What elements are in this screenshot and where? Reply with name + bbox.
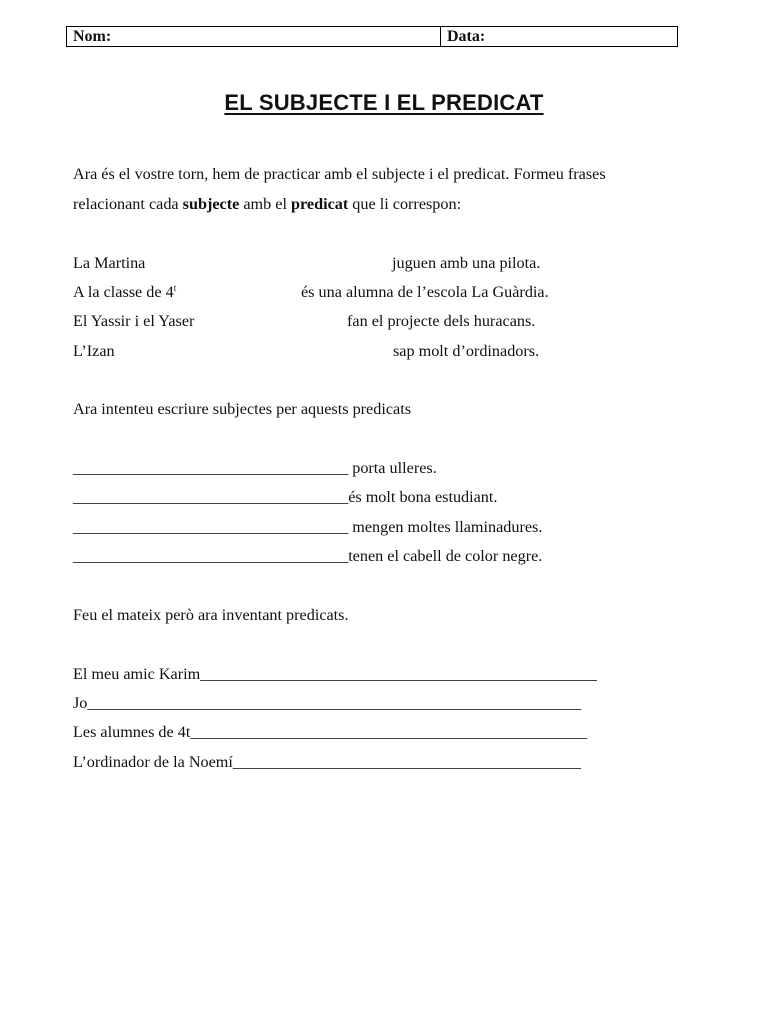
date-label: Data: bbox=[447, 28, 486, 45]
intro-bold-predicate: predicat bbox=[291, 195, 349, 213]
predicate-item: és una alumna de l’escola La Guàrdia. bbox=[301, 283, 549, 301]
subject-item: A la classe de 4$^t$ bbox=[73, 283, 177, 301]
intro-text: relacionant cada bbox=[73, 195, 183, 213]
fill-blank-subject[interactable]: __________________________________és molt bona estudiant. bbox=[73, 488, 498, 506]
subject-item: El Yassir i el Yaser bbox=[73, 312, 195, 330]
fill-blank-subject[interactable]: __________________________________ porta ulleres. bbox=[73, 459, 437, 477]
intro-line-2 bbox=[73, 194, 461, 214]
subject-item: L’Izan bbox=[73, 342, 115, 360]
fill-blank-predicate[interactable]: El meu amic Karim_________________________________________________ bbox=[73, 665, 597, 683]
name-field[interactable] bbox=[67, 27, 441, 46]
section2-instruction: Ara intenteu escriure subjectes per aquests predicats bbox=[73, 400, 412, 418]
intro-line-1: Ara és el vostre torn, hem de practicar amb el subjecte i el predicat. Formeu frases bbox=[73, 165, 606, 183]
name-label: Nom: bbox=[73, 28, 112, 45]
fill-blank-predicate[interactable]: Les alumnes de 4t_________________________________________________ bbox=[73, 723, 587, 741]
subject-item: La Martina bbox=[73, 254, 146, 272]
predicate-item: fan el projecte dels huracans. bbox=[347, 312, 536, 330]
page-title: EL SUBJECTE I EL PREDICAT bbox=[224, 90, 544, 115]
intro-text: amb el bbox=[239, 195, 291, 213]
fill-blank-predicate[interactable]: Jo_____________________________________________________________ bbox=[73, 694, 582, 712]
section3-instruction: Feu el mateix però ara inventant predicats. bbox=[73, 606, 349, 624]
predicate-item: sap molt d’ordinadors. bbox=[393, 342, 540, 360]
intro-text: que li correspon: bbox=[348, 195, 462, 213]
predicate-item: juguen amb una pilota. bbox=[392, 254, 541, 272]
fill-blank-predicate[interactable]: L’ordinador de la Noemí___________________________________________ bbox=[73, 753, 581, 771]
fill-blank-subject[interactable]: __________________________________ mengen moltes llaminadures. bbox=[73, 518, 543, 536]
header-table bbox=[66, 26, 678, 47]
intro-bold-subject: subjecte bbox=[182, 195, 240, 213]
fill-blank-subject[interactable]: __________________________________tenen el cabell de color negre. bbox=[73, 547, 543, 565]
date-field[interactable] bbox=[441, 27, 677, 46]
